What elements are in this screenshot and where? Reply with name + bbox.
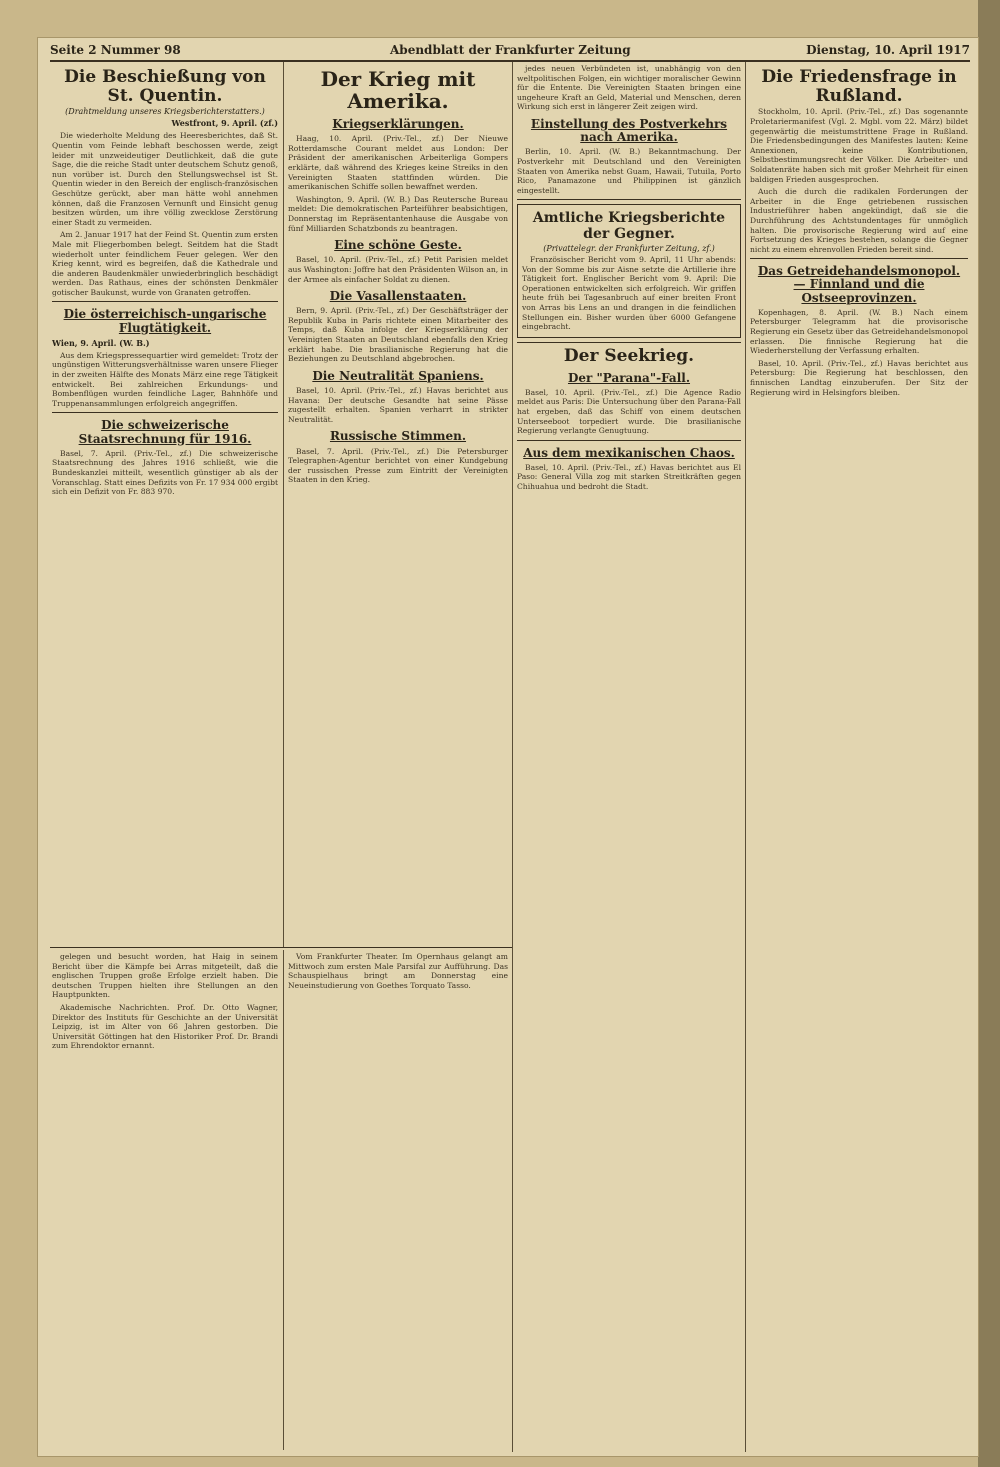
section-heading: Das Getreidehandelsmonopol. — Finnland und die Ostseeprovinzen. bbox=[757, 264, 961, 305]
masthead-rule bbox=[50, 60, 970, 62]
column-4 bbox=[750, 64, 968, 1449]
article-paragraph: Stockholm, 10. April. (Priv.-Tel., zf.) Das sogenannte Proletariermanifest (Vgl. 2. Mgbl. vom 22. März) bildet gegenwärtig die meistumstrittene Frage in Rußland. Die Friedensbedingungen des Manifestes lauten: Keine Annexionen, keine Kontributionen, Selbstbestimmungsrecht der Völker. Die Arbeiter- und Soldatenräte haben sich mit großer Mehrheit für einen baldigen Frieden ausgesprochen. bbox=[750, 107, 968, 184]
article-paragraph: Akademische Nachrichten. Prof. Dr. Otto Wagner, Direktor des Instituts für Geschichte an der Universität Leipzig, ist im Alter von 66 Jahren gestorben. Die Universität Göttingen hat den Historiker Prof. Dr. Brandi zum Ehrendoktor ernannt. bbox=[52, 1002, 278, 1051]
divider bbox=[52, 412, 278, 413]
article-title-flugtaetigkeit: Die österreichisch-ungarische Flugtätigkeit. bbox=[63, 307, 267, 335]
article-title-mexiko: Aus dem mexikanischen Chaos. bbox=[523, 445, 735, 460]
article-paragraph: Basel, 10. April. (Priv.-Tel., zf.) Die Agence Radio meldet aus Paris: Die Untersuchung über den Parana-Fall hat ergeben, daß das Schiff von einem deutschen Unterseeboot torpediert wurde. Die brasilianische Regierung verlangte Genugtuung. bbox=[517, 387, 741, 436]
section-heading: Einstellung des Postverkehrs nach Amerika. bbox=[530, 116, 728, 145]
feuilleton-left bbox=[52, 952, 278, 1447]
article-title-friedensfrage: Die Friedensfrage in Rußland. bbox=[761, 67, 957, 106]
paper-name: Abendblatt der Frankfurter Zeitung bbox=[390, 43, 631, 57]
dateline: Wien, 9. April. (W. B.) bbox=[52, 337, 150, 348]
article-paragraph: Am 2. Januar 1917 hat der Feind St. Quentin zum ersten Male mit Fliegerbomben belegt. Seitdem hat die Stadt wiederholt unter feindlichem Feuer gelegen. Wer den Krieg kennt, wird es begreifen, daß die Kathedrale und die anderen Baudenkmäler unwiederbringlich beschädigt werden. Das Rathaus, eines der schönsten Denkmäler gotischer Baukunst, wurde von Granaten getroffen. bbox=[52, 230, 278, 297]
article-paragraph: Kopenhagen, 8. April. (W. B.) Nach einem Petersburger Telegramm hat die provisorische Regierung ein Gesetz über das Getreidehandelsmonopol erlassen. Die finnische Regierung hat die Wiederherstellung der Verfassung erhalten. bbox=[750, 307, 968, 356]
article-title-krieg-amerika: Der Krieg mit Amerika. bbox=[320, 67, 476, 113]
article-subtitle: (Drahtmeldung unseres Kriegsberichterstatters.) bbox=[65, 107, 265, 117]
section-heading: Kriegserklärungen. bbox=[332, 117, 464, 131]
article-title-st-quentin: Die Beschießung von St. Quentin. bbox=[64, 67, 266, 106]
article-title-kriegsberichte: Amtliche Kriegsberichte der Gegner. bbox=[532, 210, 726, 242]
column-rule bbox=[283, 950, 284, 1450]
article-paragraph: Basel, 10. April. (Priv.-Tel., zf.) Havas berichtet aus Havana: Der deutsche Gesandte hat seine Pässe zugestellt erhalten. Spanien verharrt in strikter Neutralität. bbox=[288, 386, 508, 424]
article-paragraph: Basel, 10. April. (Priv.-Tel., zf.) Havas berichtet aus El Paso: General Villa zog mit starken Streitkräften gegen Chihuahua und bedroht die Stadt. bbox=[517, 462, 741, 492]
divider bbox=[52, 301, 278, 302]
section-heading: Der "Parana"-Fall. bbox=[567, 370, 691, 385]
article-paragraph: Berlin, 10. April. (W. B.) Bekanntmachung. Der Postverkehr mit Deutschland und den Vereinigten Staaten von Amerika nebst Guam, Hawaii, Tutuila, Porto Rico, Panamazone und Philippinen ist gänzlich eingestellt. bbox=[517, 147, 741, 195]
page-label: Seite 2 Nummer 98 bbox=[50, 43, 181, 57]
article-paragraph: jedes neuen Verbündeten ist, unabhängig von den weltpolitischen Folgen, ein wichtiger moralischer Gewinn für die Entente. Die Vereinigten Staaten bringen eine ungeheure Kraft an Geld, Material und Menschen, deren Wirkung sich erst in längerer Zeit zeigen wird. bbox=[517, 64, 741, 112]
article-title-seekrieg: Der Seekrieg. bbox=[563, 345, 695, 366]
section-heading: Russische Stimmen. bbox=[329, 429, 467, 444]
article-paragraph: Basel, 7. April. (Priv.-Tel., zf.) Die schweizerische Staatsrechnung des Jahres 1916 schließt, wie die Bundeskanzlei mitteilt, wesentlich günstiger ab als der Voranschlag. Statt eines Defizits von Fr. 17 934 000 ergibt sich ein Defizit von Fr. 883 970. bbox=[52, 448, 278, 497]
article-paragraph: Basel, 10. April. (Priv.-Tel., zf.) Petit Parisien meldet aus Washington: Joffre hat den Präsidenten Wilson an, in der Armee als einfacher Soldat zu dienen. bbox=[288, 255, 508, 284]
article-paragraph: gelegen und besucht worden, hat Haig in seinem Bericht über die Kämpfe bei Arras mitgeteilt, daß die englischen Truppen große Erfolge erzielt haben. Die deutschen Truppen hielten ihre Stellungen an den Hauptpunkten. bbox=[52, 952, 278, 1000]
column-3 bbox=[517, 64, 741, 1449]
article-paragraph: Bern, 9. April. (Priv.-Tel., zf.) Der Geschäftsträger der Republik Kuba in Paris richtete einen Mitarbeiter des Temps, daß Kuba infolge der Kriegserklärung der Vereinigten Staaten an Deutschland ebenfalls den Krieg erklärt habe. Die brasilianische Regierung hat die Beziehungen zu Deutschland abgebrochen. bbox=[288, 306, 508, 364]
article-paragraph: Haag, 10. April. (Priv.-Tel., zf.) Der Nieuwe Rotterdamsche Courant meldet aus London: Der Präsident der amerikanischen Arbeiterliga Gompers erklärte, daß während des Krieges keine Streiks in den Vereinigten Staaten stattfinden würden. Die amerikanischen Schiffe sollen bewaffnet werden. bbox=[288, 134, 508, 192]
divider bbox=[750, 258, 968, 259]
article-title-staatsrechnung: Die schweizerische Staatsrechnung für 1916. bbox=[78, 418, 252, 446]
book-binding bbox=[978, 0, 1000, 1467]
column-rule bbox=[745, 62, 746, 1452]
divider bbox=[517, 440, 741, 441]
section-heading: Eine schöne Geste. bbox=[334, 238, 462, 253]
section-rule bbox=[50, 947, 512, 948]
section-heading: Die Neutralität Spaniens. bbox=[312, 368, 484, 383]
column-rule bbox=[512, 62, 513, 1452]
boxed-article bbox=[517, 204, 741, 338]
article-paragraph: Basel, 10. April. (Priv.-Tel., zf.) Havas berichtet aus Petersburg: Die Regierung hat beschlossen, den finnischen Landtag einzuberufen. Der Sitz der Regierung wird in Helsingfors bleiben. bbox=[750, 358, 968, 397]
divider bbox=[517, 199, 741, 200]
column-2 bbox=[288, 64, 508, 944]
article-paragraph: Basel, 7. April. (Priv.-Tel., zf.) Die Petersburger Telegraphen-Agentur berichtet von einer Kundgebung der russischen Presse zum Eintritt der Vereinigten Staaten in den Krieg. bbox=[288, 446, 508, 485]
article-paragraph: Washington, 9. April. (W. B.) Das Reutersche Bureau meldet: Die demokratischen Parteiführer beabsichtigen, Donnerstag im Repräsentantenhause die Ausgabe von fünf Milliarden Schatzbonds zu beantragen. bbox=[288, 194, 508, 233]
column-rule bbox=[283, 62, 284, 947]
issue-date: Dienstag, 10. April 1917 bbox=[806, 43, 970, 57]
dateline: Westfront, 9. April. (zf.) bbox=[171, 118, 278, 129]
article-subtitle: (Privattelegr. der Frankfurter Zeitung, zf.) bbox=[543, 244, 715, 254]
column-1 bbox=[52, 64, 278, 944]
divider bbox=[517, 342, 741, 343]
article-paragraph: Auch die durch die radikalen Forderungen der Arbeiter in die Enge getriebenen russischen Industrieführer haben angekündigt, daß sie die Durchführung des Achtstundentages für unmöglich halten. Die provisorische Regierung wird auf eine Fortsetzung des Krieges bestehen, solange die Gegner nicht zu einem ehrenvollen Frieden bereit sind. bbox=[750, 187, 968, 254]
section-heading: Die Vasallenstaaten. bbox=[329, 289, 467, 304]
article-paragraph: Die wiederholte Meldung des Heeresberichtes, daß St. Quentin vom Feinde lebhaft beschossen werde, zeigt leider mit unzweideutiger Deutlichkeit, daß die gute Sage, die die reiche Stadt unter deutschem Schutz genoß, nun vorüber ist. Durch den Stellungswechsel ist St. Quentin wieder in den Bereich der englisch-französischen Geschütze gerückt, aber man hätte wohl annehmen können, daß die Franzosen Vernunft und Einsicht genug besitzen würden, um ihre völlig zwecklose Zerstörung einer Stadt zu vermeiden. bbox=[52, 131, 278, 227]
article-paragraph: Vom Frankfurter Theater. Im Opernhaus gelangt am Mittwoch zum ersten Male Parsifal zur Aufführung. Das Schauspielhaus bringt am Donnerstag eine Neueinstudierung von Goethes Torquato Tasso. bbox=[288, 952, 508, 990]
article-paragraph: Französischer Bericht vom 9. April, 11 Uhr abends: Von der Somme bis zur Aisne setzte die Artillerie ihre Tätigkeit fort. Englischer Bericht vom 9. April: Die Operationen entwickelten sich erfolgreich. Wir griffen heute früh bei Tagesanbruch auf einer breiten Front von Arras bis Lens an und drangen in die feindlichen Stellungen ein. Bisher wurden über 6000 Gefangene eingebracht. bbox=[522, 255, 736, 332]
feuilleton-right bbox=[288, 952, 508, 1447]
masthead bbox=[50, 40, 970, 60]
article-paragraph: Aus dem Kriegspressequartier wird gemeldet: Trotz der ungünstigen Witterungsverhältnisse waren unsere Flieger in der zweiten Hälfte des Monats März eine rege Tätigkeit entwickelt. Bei zahlreichen Erkundungs- und Bombenflügen wurden feindliche Lager, Bahnhöfe und Truppenansammlungen erfolgreich angegriffen. bbox=[52, 350, 278, 408]
